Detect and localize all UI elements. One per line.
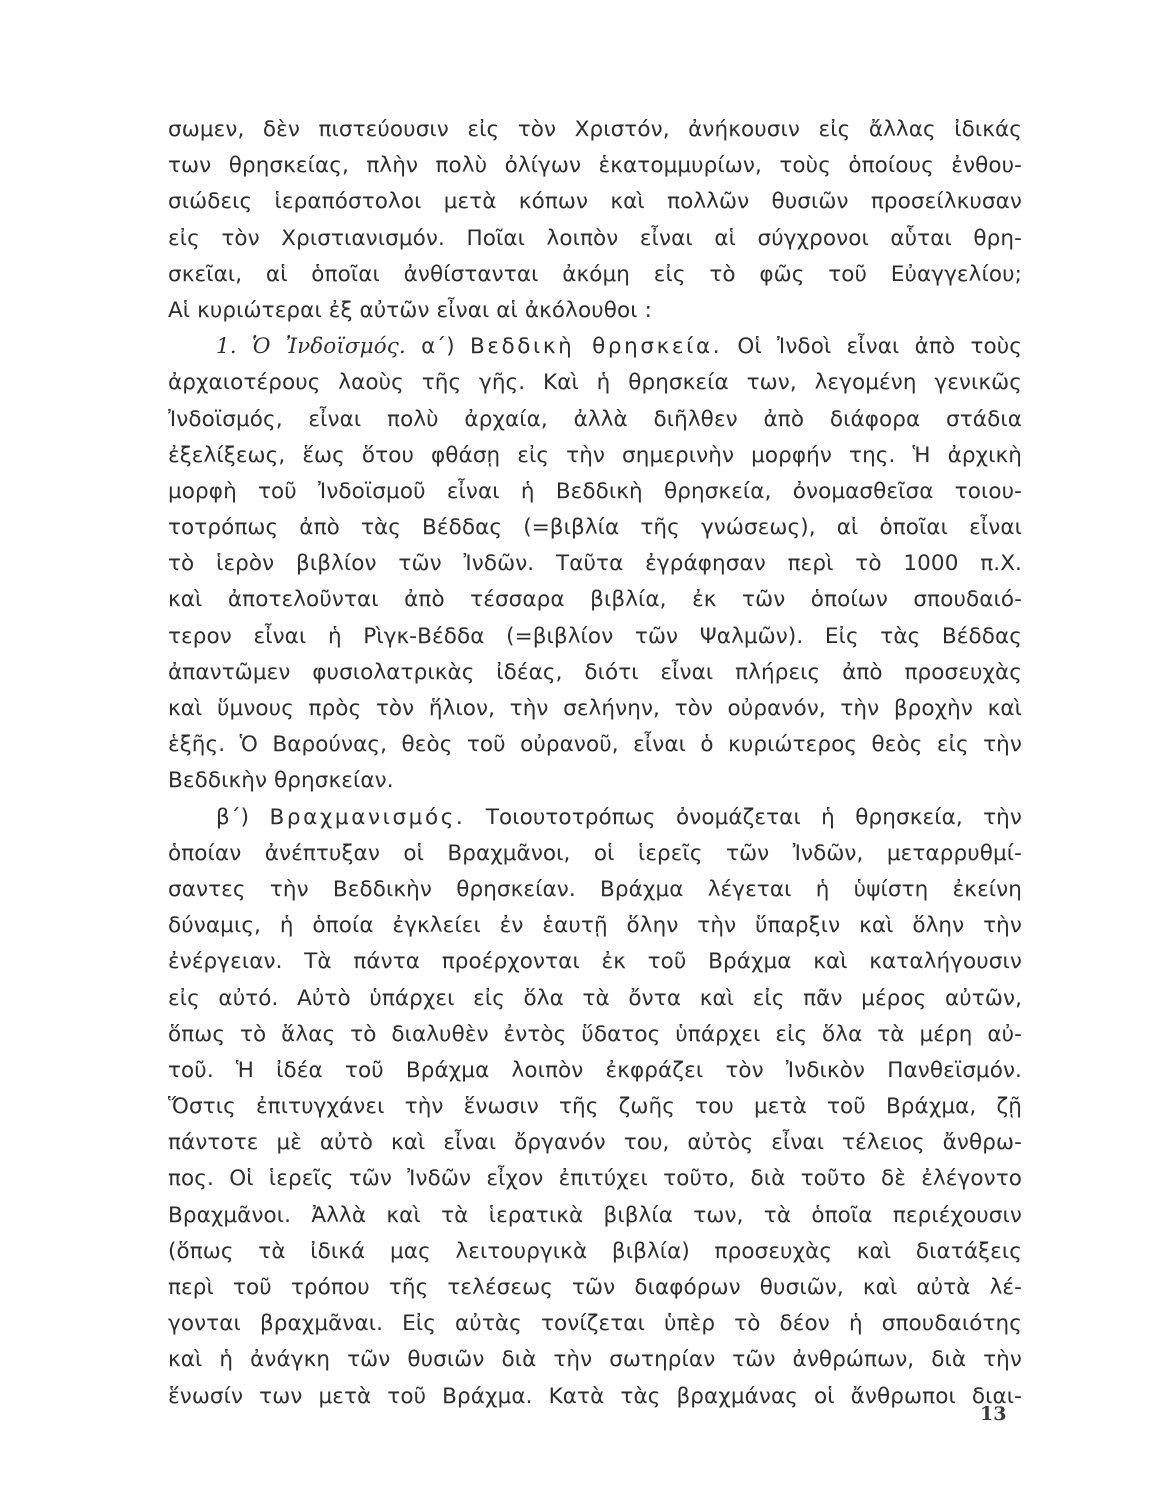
subsection-title: Βεδδικὴ θρησκεία. bbox=[469, 334, 723, 360]
subsection-marker: α΄) bbox=[421, 334, 455, 360]
section-heading: 1. Ὁ Ἰνδοϊσμός. bbox=[216, 334, 406, 360]
text-line: ἕνωσίν των μετὰ τοῦ Βράχμα. Κατὰ τὰς βραχμάνας οἱ ἄνθρωποι διαι- bbox=[168, 1383, 1022, 1409]
text-line: τὸ ἱερὸν βιβλίον τῶν Ἰνδῶν. Ταῦτα ἐγράφησαν περὶ τὸ 1000 π.Χ. bbox=[168, 551, 1022, 577]
text-line: (ὅπως τὰ ἰδικά μας λειτουργικὰ βιβλία) προσευχὰς καὶ διατάξεις bbox=[168, 1238, 1022, 1264]
text-line: τερον εἶναι ἡ Ρὶγκ-Βέδδα (=βιβλίον τῶν Ψαλμῶν). Εἰς τὰς Βέδδας bbox=[168, 623, 1022, 649]
text-line: καὶ ἀποτελοῦνται ἀπὸ τέσσαρα βιβλία, ἐκ τῶν ὁποίων σπουδαιό- bbox=[168, 587, 1022, 613]
text-line: πος. Οἱ ἱερεῖς τῶν Ἰνδῶν εἶχον ἐπιτύχει τοῦτο, διὰ τοῦτο δὲ ἐλέγοντο bbox=[168, 1166, 1022, 1192]
text-line: σκεῖαι, αἱ ὁποῖαι ἀνθίστανται ἀκόμη εἰς τὸ φῶς τοῦ Εὐαγγελίου; bbox=[168, 261, 1022, 287]
text-line: Ἰνδοϊσμός, εἶναι πολὺ ἀρχαία, ἀλλὰ διῆλθεν ἀπὸ διάφορα στάδια bbox=[168, 406, 1022, 432]
text-line: Βραχμᾶνοι. Ἀλλὰ καὶ τὰ ἱερατικὰ βιβλία των, τὰ ὁποῖα περιέχουσιν bbox=[168, 1202, 1022, 1228]
text-line: ὁποίαν ἀνέπτυξαν οἱ Βραχμᾶνοι, οἱ ἱερεῖς τῶν Ἰνδῶν, μεταρρυθμί- bbox=[168, 840, 1022, 866]
text-line: περὶ τοῦ τρόπου τῆς τελέσεως τῶν διαφόρων θυσιῶν, καὶ αὐτὰ λέ- bbox=[168, 1275, 1022, 1300]
subsection-heading-line bbox=[168, 800, 1022, 836]
text-line: τοῦ. Ἡ ἰδέα τοῦ Βράχμα λοιπὸν ἐκφράζει τὸν Ἰνδικὸν Πανθεϊσμόν. bbox=[168, 1057, 1022, 1083]
text-line: καὶ ἡ ἀνάγκη τῶν θυσιῶν διὰ τὴν σωτηρίαν τῶν ἀνθρώπων, διὰ τὴν bbox=[168, 1347, 1022, 1373]
subsection-title: Βραχμανισμός. bbox=[269, 804, 466, 830]
page-number: 13 bbox=[980, 1403, 1007, 1425]
section-heading-line bbox=[168, 329, 1022, 365]
text-line: τοτρόπως ἀπὸ τὰς Βέδδας (=βιβλία τῆς γνώσεως), αἱ ὁποῖαι εἶναι bbox=[168, 515, 1022, 541]
text-line: ὅπως τὸ ἅλας τὸ διαλυθὲν ἐντὸς ὕδατος ὑπάρχει εἰς ὅλα τὰ μέρη αὐ- bbox=[168, 1021, 1022, 1047]
text-line: Ὅστις ἐπιτυγχάνει τὴν ἕνωσιν τῆς ζωῆς του μετὰ τοῦ Βράχμα, ζῇ bbox=[168, 1094, 1022, 1120]
text-line: σωμεν, δὲν πιστεύουσιν εἰς τὸν Χριστόν, ἀνήκουσιν εἰς ἄλλας ἰδικάς bbox=[168, 117, 1022, 142]
text-line: εἰς τὸν Χριστιανισμόν. Ποῖαι λοιπὸν εἶναι αἱ σύγχρονοι αὗται θρη- bbox=[168, 225, 1022, 251]
text-line: ἐνέργειαν. Τὰ πάντα προέρχονται ἐκ τοῦ Βράχμα καὶ καταλήγουσιν bbox=[168, 949, 1022, 975]
text-line: των θρησκείας, πλὴν πολὺ ὀλίγων ἑκατομμυρίων, τοὺς ὁποίους ἐνθου- bbox=[168, 153, 1022, 179]
text-line: Αἱ κυριώτεραι ἐξ αὐτῶν εἶναι αἱ ἀκόλουθοι : bbox=[168, 297, 652, 323]
text-line: ἀπαντῶμεν φυσιολατρικὰς ἰδέας, διότι εἶναι πλήρεις ἀπὸ προσευχὰς bbox=[168, 659, 1022, 685]
text-line: καὶ ὕμνους πρὸς τὸν ἥλιον, τὴν σελήνην, τὸν οὐρανόν, τὴν βροχὴν καὶ bbox=[168, 696, 1022, 721]
text-run: Τοιουτοτρόπως ὀνομάζεται ἡ θρησκεία, τὴν bbox=[485, 804, 1023, 830]
text-line: Βεδδικὴν θρησκείαν. bbox=[168, 768, 394, 794]
body-text bbox=[168, 112, 1022, 1415]
text-line: δύναμις, ἡ ὁποία ἐγκλείει ἐν ἑαυτῇ ὅλην τὴν ὕπαρξιν καὶ ὅλην τὴν bbox=[168, 913, 1022, 939]
subsection-marker: β΄) bbox=[216, 804, 250, 830]
text-line: μορφὴ τοῦ Ἰνδοϊσμοῦ εἶναι ἡ Βεδδικὴ θρησκεία, ὀνομασθεῖσα τοιου- bbox=[168, 478, 1022, 504]
text-line: ἐξελίξεως, ἕως ὅτου φθάσῃ εἰς τὴν σημερινὴν μορφήν της. Ἡ ἀρχικὴ bbox=[168, 442, 1022, 468]
text-line: ἑξῆς. Ὁ Βαρούνας, θεὸς τοῦ οὐρανοῦ, εἶναι ὁ κυριώτερος θεὸς εἰς τὴν bbox=[168, 732, 1022, 758]
text-line: σιώδεις ἱεραπόστολοι μετὰ κόπων καὶ πολλῶν θυσιῶν προσείλκυσαν bbox=[168, 189, 1022, 215]
text-line: γονται βραχμᾶναι. Εἰς αὐτὰς τονίζεται ὑπὲρ τὸ δέον ἡ σπουδαιότης bbox=[168, 1311, 1022, 1337]
text-line: σαντες τὴν Βεδδικὴν θρησκείαν. Βράχμα λέγεται ἡ ὑψίστη ἐκείνη bbox=[168, 876, 1022, 902]
text-run: Οἱ Ἰνδοὶ εἶναι ἀπὸ τοὺς bbox=[737, 334, 1023, 360]
text-line: πάντοτε μὲ αὐτὸ καὶ εἶναι ὄργανόν του, αὐτὸς εἶναι τέλειος ἄνθρω- bbox=[168, 1130, 1022, 1156]
text-line: εἰς αὐτό. Αὐτὸ ὑπάρχει εἰς ὅλα τὰ ὄντα καὶ εἰς πᾶν μέρος αὐτῶν, bbox=[168, 985, 1022, 1011]
text-line: ἀρχαιοτέρους λαοὺς τῆς γῆς. Καὶ ἡ θρησκεία των, λεγομένη γενικῶς bbox=[168, 370, 1022, 396]
